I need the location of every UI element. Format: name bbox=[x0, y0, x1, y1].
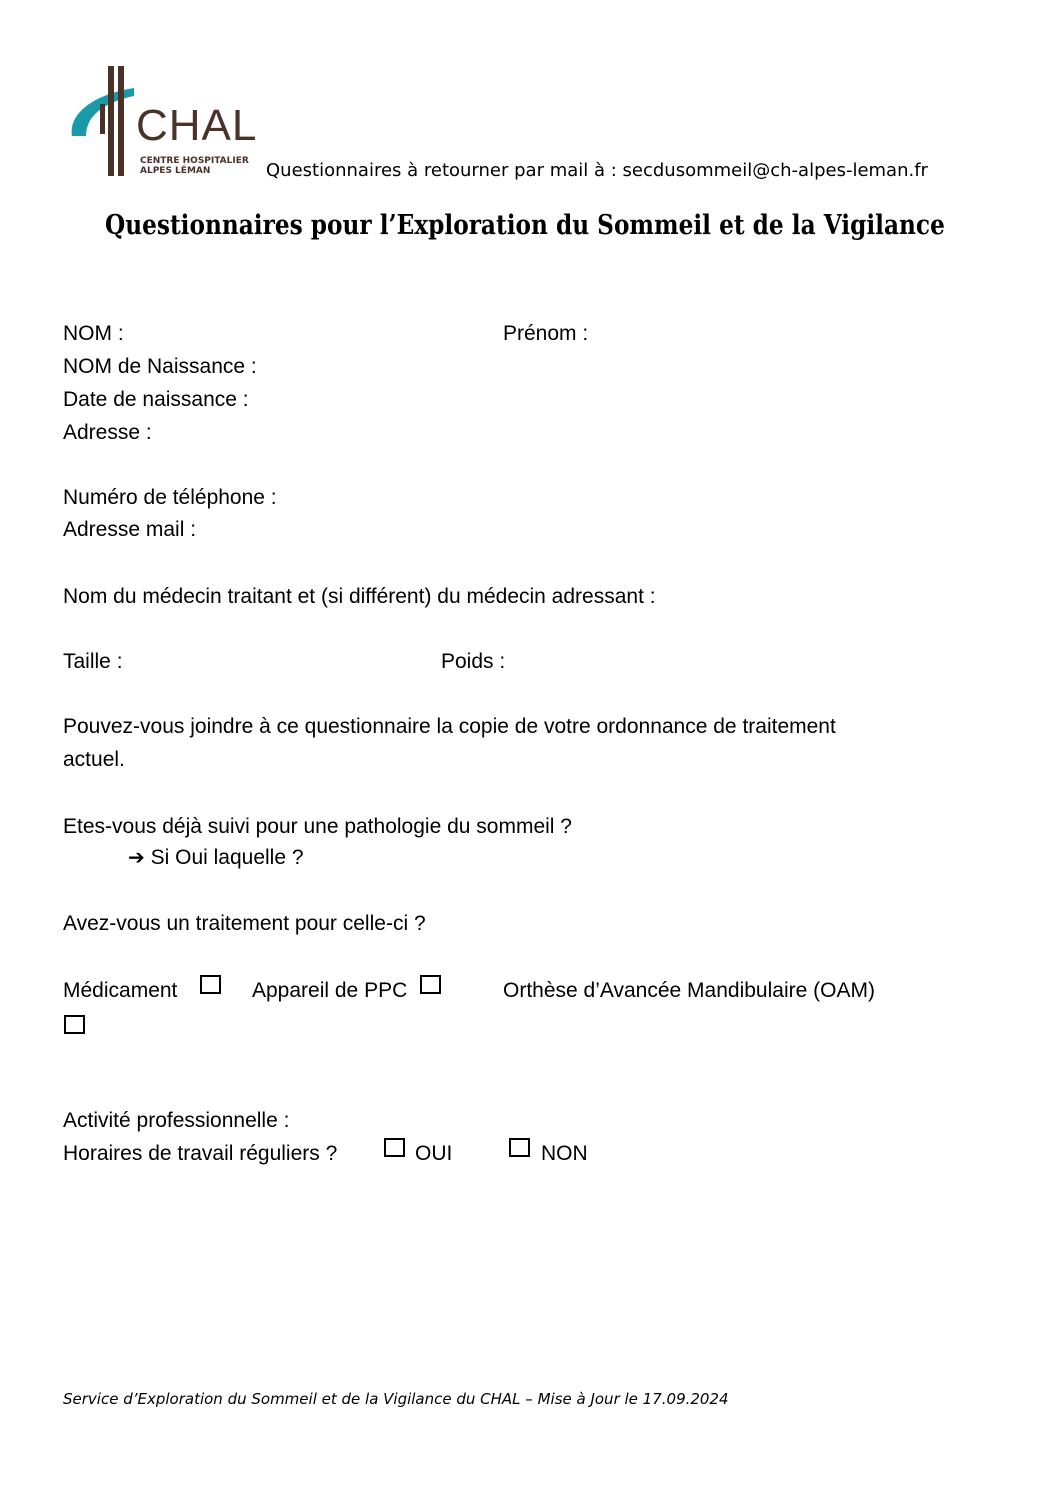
option-oam-checkbox[interactable] bbox=[64, 1015, 85, 1034]
option-medicament-label: Médicament bbox=[63, 979, 178, 1002]
page-title: Questionnaires pour l’Exploration du Sommeil et de la Vigilance bbox=[105, 210, 945, 241]
field-prenom-label: Prénom : bbox=[503, 322, 589, 345]
ordonnance-instruction-line1: Pouvez-vous joindre à ce questionnaire la copie de votre ordonnance de traitement bbox=[63, 715, 836, 738]
pathologie-followup bbox=[128, 846, 304, 870]
logo-subtitle-line2: ALPES LÉMAN bbox=[140, 166, 211, 176]
activite-label: Activité professionnelle : bbox=[63, 1109, 290, 1132]
field-mail-label: Adresse mail : bbox=[63, 518, 197, 541]
field-poids-label: Poids : bbox=[441, 650, 506, 673]
chal-logo bbox=[64, 64, 264, 182]
option-medicament-checkbox[interactable] bbox=[200, 975, 221, 994]
horaires-non-label: NON bbox=[541, 1142, 588, 1165]
option-ppc-label: Appareil de PPC bbox=[252, 979, 408, 1002]
horaires-non-checkbox[interactable] bbox=[509, 1138, 530, 1157]
pathologie-followup-label: Si Oui laquelle ? bbox=[150, 846, 304, 869]
horaires-oui-checkbox[interactable] bbox=[384, 1138, 405, 1157]
option-oam-label: Orthèse d’Avancée Mandibulaire (OAM) bbox=[503, 979, 875, 1002]
logo-subtitle-line1: CENTRE HOSPITALIER bbox=[140, 156, 249, 166]
horaires-question: Horaires de travail réguliers ? bbox=[63, 1142, 338, 1165]
field-telephone-label: Numéro de téléphone : bbox=[63, 486, 277, 509]
field-date-naissance-label: Date de naissance : bbox=[63, 388, 249, 411]
page-footer: Service d’Exploration du Sommeil et de la Vigilance du CHAL – Mise à Jour le 17.09.2024 bbox=[63, 1390, 729, 1408]
field-nom-naissance-label: NOM de Naissance : bbox=[63, 355, 257, 378]
return-by-mail-note: Questionnaires à retourner par mail à : secdusommeil@ch-alpes-leman.fr bbox=[266, 160, 928, 181]
ordonnance-instruction-line2: actuel. bbox=[63, 748, 125, 771]
field-taille-label: Taille : bbox=[63, 650, 123, 673]
horaires-oui-label: OUI bbox=[415, 1142, 453, 1165]
logo-title: CHAL bbox=[136, 101, 258, 150]
pathologie-question: Etes-vous déjà suivi pour une pathologie du sommeil ? bbox=[63, 815, 572, 838]
field-nom-label: NOM : bbox=[63, 322, 124, 345]
option-ppc-checkbox[interactable] bbox=[420, 975, 441, 994]
field-medecin-label: Nom du médecin traitant et (si différent) du médecin adressant : bbox=[63, 585, 656, 608]
traitement-question: Avez-vous un traitement pour celle-ci ? bbox=[63, 912, 426, 935]
arrow-right-icon: ➔ bbox=[128, 847, 145, 869]
field-adresse-label: Adresse : bbox=[63, 421, 152, 444]
